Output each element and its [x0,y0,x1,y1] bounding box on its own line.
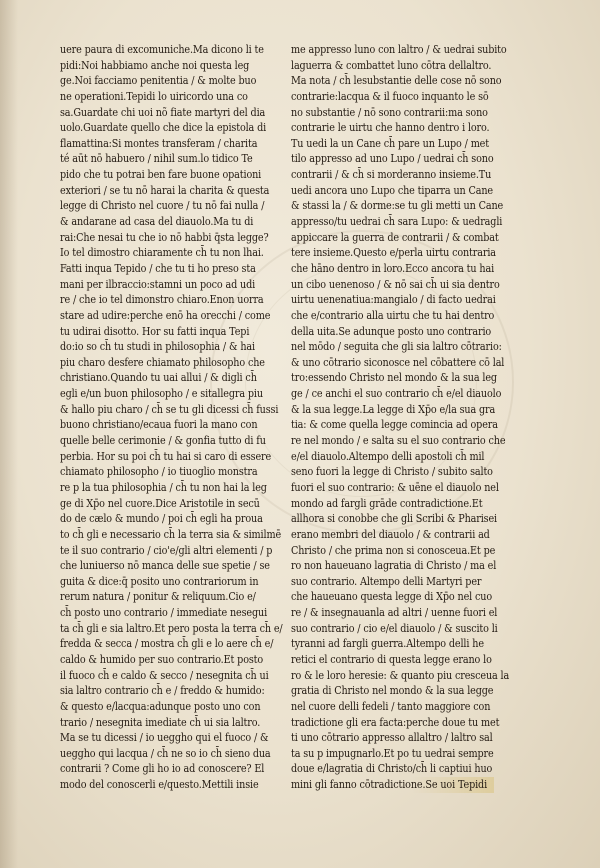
text-line: ta su p impugnarlo.Et po tu uedrai sempre [291,746,494,760]
text-line: Christo / che prima non si conosceua.Et pe [291,543,496,557]
text-line: appresso/tu uedrai ch̄ sara Lupo: & uedragli [291,215,503,229]
text-line: retici el contrario di questa legge erano lo [291,652,492,666]
text-line: re nel mondo / e salta su el suo contrario che [291,434,506,448]
text-line: modo del conoscerli e/questo.Mettili insie [60,778,259,792]
text-line: & la sua legge.La legge di Xp̄o e/la sua gra [291,402,496,416]
text-line: flamattina:Si montes transferam / charita [60,136,258,150]
text-line: do de cælo & mundo / poi ch̄ egli ha proua [60,512,263,526]
text-line: Tu uedi la un Cane ch̄ pare un Lupo / met [291,136,489,150]
text-line: sia laltro contrario ch̄ e / freddo & humido: [60,684,265,698]
text-line: mondo ad fargli grāde contradictione.Et [291,496,483,510]
text-line: che hāno dentro in loro.Ecco ancora tu hai [291,261,495,275]
text-line: ge di Xp̄o nel cuore.Dice Aristotile in secū [60,496,260,510]
text-line: té aūt nō habuero / nihil sum.lo tidico Te [60,152,253,166]
text-line: no substantie / nō sono contrarii:ma sono [291,105,488,119]
text-line: contrarie:lacqua & il fuoco inquanto le sō [291,89,489,103]
text-line: egli e/un buon philosopho / e sitallegra piu [60,387,263,401]
text-line: re / & insegnauanla ad altri / uenne fuori el [291,606,498,620]
text-line: contrarii ? Come gli ho io ad conoscere? El [60,762,265,776]
text-line: ueggho qui lacqua / ch̄ ne so io ch̄ sieno dua [60,746,271,760]
text-line: della uita.Se adunque posto uno contrario [291,324,492,338]
text-line: & uno cōtrario siconosce nel cōbattere cō lal [291,355,505,369]
text-line: tia: & come quella legge comincia ad opera [291,418,498,432]
text-line: nel cuore delli fedeli / tanto maggiore con [291,699,491,713]
text-line: tyranni ad fargli guerra.Altempo delli he [291,637,484,651]
text-line: ti uno cōtrario appresso allaltro / laltro sal [291,731,493,745]
text-line: tradictione gli era facta:perche doue tu met [291,715,500,729]
text-line: Ma nota / ch̄ lesubstantie delle cose nō sono [291,74,502,88]
text-line: il fuoco ch̄ e caldo & secco / nesegnita ch̄ ui [60,668,269,682]
text-line: ta ch̄ gli e sia laltro.Et pero posta la terra ch̄ e/ [60,621,283,635]
text-line: ro & le loro heresie: & quanto piu cresceua la [291,668,510,682]
text-line: ge / ce anchi el suo contrario ch̄ e/el diauolo [291,387,502,401]
text-line: uere paura di excomuniche.Ma dicono li te [60,43,264,56]
text-line: pidi:Noi habbiamo anche noi questa leg [60,58,250,72]
text-line: che luniuerso nō manca delle sue spetie / se [60,559,270,573]
text-line: do:io so ch̄ tu studi in philosophia / & hai [60,340,255,354]
text-line: trario / nesegnita imediate ch̄ ui sia laltro. [60,715,261,729]
text-line: te il suo contrario / cio'e/gli altri elementi / p [60,543,273,557]
text-line: pido che tu potrai ben fare buone opationi [60,168,262,182]
text-line: uedi ancora uno Lupo che tiparra un Cane [291,183,493,197]
text-line: fuori el suo contrario: & uēne el diauolo nel [291,480,499,494]
text-line: seno fuori la legge di Christo / subito salto [291,465,493,479]
text-line: contrarii / & ch̄ si morderanno insieme.Tu [291,168,492,182]
text-line: & andarane ad casa del diauolo.Ma tu di [60,215,254,229]
text-line: che e/contrario alla uirtu che tu hai dentro [291,308,495,322]
text-line: piu charo desfere chiamato philosopho che [60,355,265,369]
text-line: Ma se tu dicessi / io ueggho qui el fuoco / & [60,731,269,745]
right-text-column [291,42,527,793]
text-line: tu udirai disotto. Hor su fatti inqua Tepi [60,324,250,338]
text-line: doue e/lagratia di Christo/ch̄ li captiui huo [291,762,493,776]
text-line: allhora si conobbe che gli Scribi & Pharisei [291,512,497,526]
text-line: guita & dice:q̄ posito uno contrariorum in [60,574,259,588]
text-line: che haueuano questa legge di Xp̄o nel cuo [291,590,493,604]
text-line: un cibo uenenoso / & nō sai ch̄ ui sia dentro [291,277,500,291]
text-line: contrarie le uirtu che hanno dentro i loro. [291,121,490,135]
text-line: caldo & humido per suo contrario.Et posto [60,652,264,666]
text-line: ro non haueuano lagratia di Christo / ma el [291,559,497,573]
text-line: tro:essendo Christo nel mondo & la sua leg [291,371,497,385]
text-line: uirtu uenenatiua:mangialo / di facto uedrai [291,293,496,307]
text-line: erano membri del diauolo / & contrarii ad [291,527,490,541]
text-line: & hallo piu charo / ch̄ se tu gli dicessi ch̄ fussi [60,402,279,416]
text-line: ge.Noi facciamo penitentia / & molte buo [60,74,257,88]
text-line: rerum natura / ponitur & reliquum.Cio e/ [60,590,256,604]
text-line: mini gli fanno cōtradictione.Se uoi Tepidi [291,777,494,793]
text-line: tilo appresso ad uno Lupo / uedrai ch̄ sono [291,152,494,166]
text-line: chiamato philosopho / io tiuoglio monstra [60,465,258,479]
text-line: e/el diauolo.Altempo delli apostoli ch̄ mil [291,449,485,463]
left-text-column [60,42,290,793]
text-line: gratia di Christo nel mondo & la sua legge [291,684,494,698]
text-line: christiano.Quando tu uai allui / & digli ch̄ [60,371,257,385]
text-line: exteriori / se tu nō harai la charita & questa [60,183,270,197]
text-line: mani per ilbraccio:stamni un poco ad udi [60,277,256,291]
text-line: re / che io tel dimonstro chiaro.Enon uorra [60,293,264,307]
text-line: buono christiano/ecaua fuori la mano con [60,418,258,432]
text-line: legge di Christo nel cuore / tu nō fai nulla / [60,199,265,213]
text-line: ch̄ posto uno contrario / immediate nesegui [60,606,268,620]
text-line: stare ad udire:perche enō ha orecchi / come [60,308,271,322]
text-line: tere insieme.Questo e/perla uirtu contraria [291,246,496,260]
text-line: me appresso luno con laltro / & uedrai subito [291,43,507,56]
text-line: fredda & secca / mostra ch̄ gli e lo aere ch̄ e/ [60,637,274,651]
text-line: rai:Che nesai tu che io nō habbi q̄sta legge? [60,230,269,244]
text-line: & questo e/lacqua:adunque posto uno con [60,699,261,713]
text-line: re p la tua philosophia / ch̄ tu non hai la leg [60,480,267,494]
text-line: Io tel dimostro chiaramente ch̄ tu non lhai. [60,246,264,260]
text-line: quelle belle cerimonie / & gonfia tutto di fu [60,434,266,448]
text-line: sa.Guardate chi uoi nõ fiate martyri del dia [60,105,266,119]
text-line: suo contrario / cio e/el diauolo / & suscito li [291,621,498,635]
text-line: Fatti inqua Tepido / che tu ti ho preso sta [60,261,256,275]
text-line: to ch̄ gli e necessario ch̄ la terra sia & similmē [60,527,282,541]
text-line: perbia. Hor su poi ch̄ tu hai si caro di essere [60,449,272,463]
page-edge-shadow [0,0,18,868]
text-line: suo contrario. Altempo delli Martyri per [291,574,482,588]
text-line: laguerra & combattet luno cōtra dellaltro. [291,58,492,72]
text-line: & stassi la / & dorme:se tu gli metti un Cane [291,199,504,213]
text-line: ne operationi.Tepidi lo uiricordo una co [60,89,248,103]
text-line: nel mōdo / seguita che gli sia laltro cōtrario: [291,340,502,354]
text-line: appiccare la guerra de contrarii / & combat [291,230,499,244]
text-line: uolo.Guardate quello che dice la epistola di [60,121,267,135]
